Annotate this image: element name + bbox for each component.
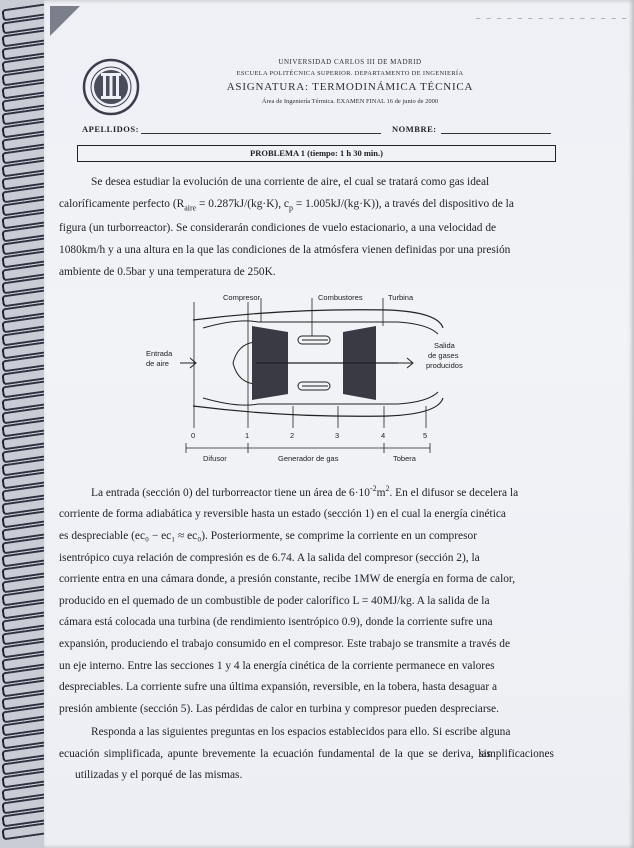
school-name: ESCUELA POLITÉCNICA SUPERIOR. DEPARTAMENTO DE INGENIERÍA	[236, 70, 464, 77]
exam-info: Área de Ingeniería Térmica. EXAMEN FINAL 16 de junio de 2000	[261, 98, 439, 105]
header-stamp: — — — — — — — — — — — — — — —	[476, 14, 628, 22]
section-3: 3	[335, 431, 340, 440]
section-0: 0	[191, 431, 196, 440]
statement-line: corriente entra en una cámara donde, a presión constante, recibe 1MW de energía en forma de calor,	[59, 573, 516, 586]
statement-line: expansión, produciendo el trabajo consumido en el compresor. Este trabajo se transmite a través de	[59, 637, 511, 650]
statement-line: corriente de forma adiabática y reversible hasta un estado (sección 1) en el cual la energía cinética	[59, 508, 506, 521]
name-label: NOMBRE:	[392, 124, 437, 134]
closing-line: simplificaciones utilizadas y el porqué de las mismas.	[75, 747, 554, 782]
statement-paragraph: La entrada (sección 0) del turborreactor tiene un área de $6\cdot 10^{-2}m^2$. En el difusor se decelera la corriente de forma adiabática y reversible hasta un estado (sección 1) en el cual la energía cinética es despreciable (ec₀ − ec₁ ≈ ec₀). Posteriormente, se comprime la corriente en un compresor isentrópico cuya relación de compresión es de 6.74. A la salida del compresor (sección 2), la corriente entra en una cámara donde, a presión constante, recibe 1MW de energía en forma de calor, producido en el quemado de un combustible de poder calorífico L = 40MJ/kg. A la salida de la cámara está colocada una turbina (de rendimiento isentrópico 0.9), donde la corriente sufre una expansión, produciendo el trabajo consumido en el compresor. Este trabajo se transmite a través de un eje interno. Entre las secciones 1 y 4 la energía cinética de la corriente permanece en valores despreciables. La corriente sufre una última expansión, reversible, en la tobera, hasta desaguar a presión ambiente (sección 5). Las pérdidas de calor en turbina y compresor pueden despreciarse.	[75, 478, 554, 720]
statement-line: isentrópico cuya relación de compresión es de 6.74. A la salida del compresor (sección 2), la	[59, 551, 480, 564]
intro-line: Se desea estudiar la evolución de una corriente de aire, el cual se tratará como gas ideal	[91, 176, 490, 188]
closing-line: ecuación simplificada, apunte brevemente la ecuación fundamental de la que se deriva, las	[59, 747, 491, 760]
label-compresor: Compresor	[223, 293, 261, 302]
section-2: 2	[290, 431, 295, 440]
statement-line: cámara está colocada una turbina (de rendimiento isentrópico 0.9), donde la corriente sufre una	[59, 616, 493, 629]
spiral-binding	[0, 0, 48, 848]
corner-mark	[50, 6, 80, 36]
surname-field[interactable]	[141, 133, 381, 134]
label-difusor: Difusor	[203, 454, 227, 463]
university-name: UNIVERSIDAD CARLOS III DE MADRID	[278, 58, 422, 66]
intro-line: 1080km/h y a una altura en la que las condiciones de la atmósfera vienen definidas por una presión	[59, 244, 511, 257]
statement-line: es despreciable (ec₀ − ec₁ ≈ ec₀). Posteriormente, se comprime la corriente en un compresor	[59, 529, 478, 542]
label-generador: Generador de gas	[278, 454, 339, 463]
label-producidos: producidos	[426, 361, 463, 370]
label-de-aire: de aire	[146, 359, 169, 368]
statement-line: producido en el quemado de un combustible de poder calorífico L = 40MJ/kg. A la salida de la	[59, 594, 490, 607]
label-de-gases: de gases	[428, 351, 459, 360]
intro-line: figura (un turborreactor). Se considerarán condiciones de vuelo estacionario, a una velocidad de	[59, 222, 497, 235]
section-5: 5	[423, 431, 428, 440]
intro-paragraph: Se desea estudiar la evolución de una corriente de aire, el cual se tratará como gas ideal caloríficamente perfecto ($R_{aire} = 0.287kJ/(kg\cdot K)$, $c_p = 1.005kJ/(kg\cdot K)$), a través del dispositivo de la figura (un turborreactor). Se considerarán condiciones de vuelo estacionario, a una velocidad de 1080km/h y a una altura en la que las condiciones de la atmósfera vienen definidas por una presión ambiente de 0.5bar y una temperatura de 250K.	[75, 172, 554, 283]
label-turbina: Turbina	[388, 293, 414, 302]
subject-title: ASIGNATURA: TERMODINÁMICA TÉCNICA	[226, 81, 474, 93]
statement-line: presión ambiente (sección 5). Las pérdidas de calor en turbina y compresor pueden despreciarse.	[59, 702, 499, 715]
surname-label: APELLIDOS:	[82, 124, 139, 134]
turbojet-diagram	[138, 288, 488, 470]
statement-line: despreciables. La corriente sufre una última expansión, reversible, en la tobera, hasta desaguar a	[59, 681, 498, 694]
label-entrada: Entrada	[146, 349, 173, 358]
label-salida: Salida	[434, 341, 455, 350]
university-logo	[82, 58, 140, 116]
closing-paragraph: Responda a las siguientes preguntas en los espacios establecidos para ello. Si escribe alguna ecuación simplificada, apunte brevemente la ecuación fundamental de la que se deriva, las simplificaciones utilizadas y el porqué de las mismas.	[59, 726, 554, 782]
label-tobera: Tobera	[393, 454, 416, 463]
section-1: 1	[245, 431, 250, 440]
name-field[interactable]	[441, 133, 551, 134]
label-combustores: Combustores	[318, 293, 363, 302]
section-4: 4	[381, 431, 386, 440]
statement-line: un eje interno. Entre las secciones 1 y 4 la energía cinética de la corriente permanece en valores	[59, 659, 495, 672]
intro-line: ambiente de 0.5bar y una temperatura de 250K.	[59, 265, 276, 278]
problem-title: PROBLEMA 1 (tiempo: 1 h 30 min.)	[77, 145, 556, 162]
